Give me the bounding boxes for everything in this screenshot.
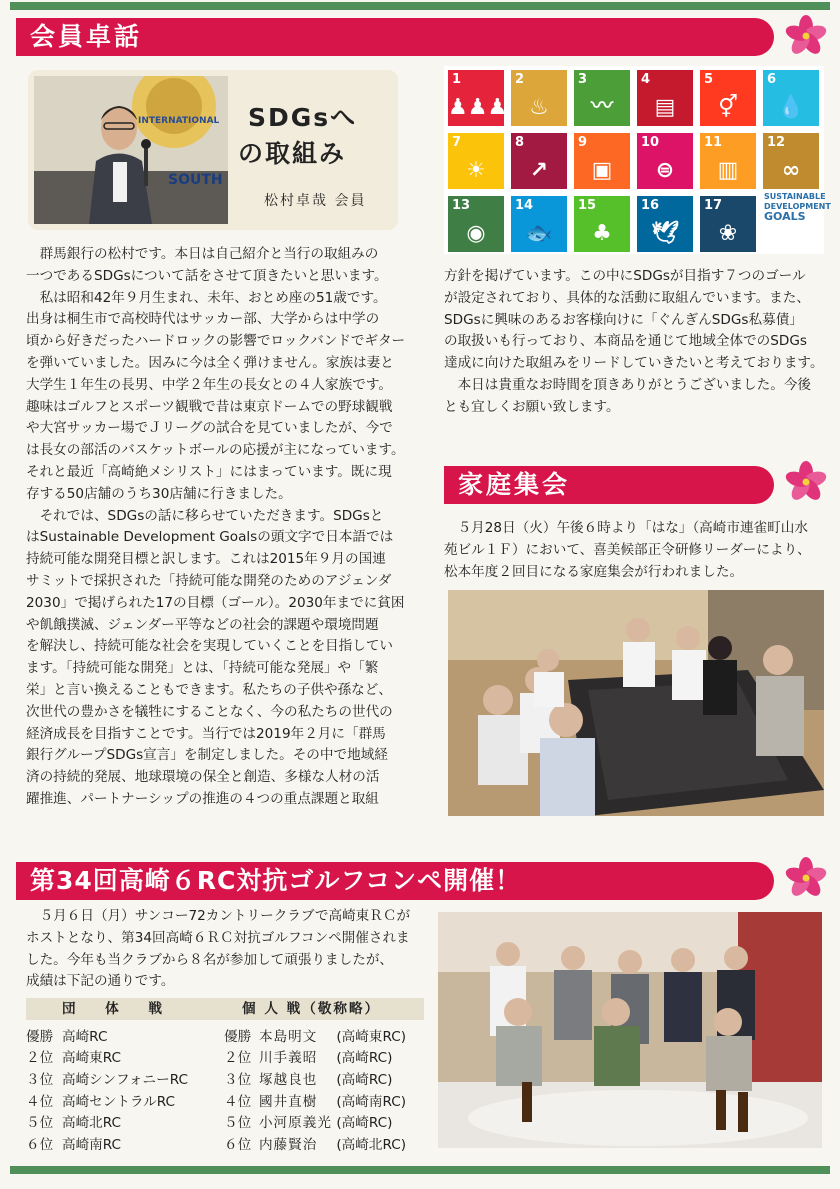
sdg-goal-icon: ∞: [781, 158, 801, 183]
paragraph-line: 私は昭和42年９月生まれ、未年、おとめ座の51歳です。: [26, 289, 387, 306]
sdg-logo-line1: SUSTAINABLE: [764, 192, 826, 201]
paragraph-line: はSustainable Development Goalsの頭文字で日本語では: [26, 529, 394, 546]
sdg-goal-icon: 🕊: [651, 221, 679, 246]
paragraph-line: 本日は貴重なお時間を頂きありがとうございました。今後: [444, 376, 812, 393]
sdg-goal-10: [637, 133, 693, 189]
table-row: [26, 1067, 222, 1089]
rank-cell: ２位: [224, 1050, 252, 1067]
table-row: [224, 1046, 424, 1068]
paragraph-line: した。今年も当クラブから８名が参加して頑張りましたが、: [26, 951, 394, 968]
paragraph-line: 群馬銀行の松村です。本日は自己紹介と当行の取組みの: [26, 246, 379, 262]
paragraph-line: ます。「持続可能な開発」とは、「持続可能な発展」や「繁: [26, 660, 379, 677]
sdg-goal-number: 10: [641, 135, 660, 150]
golf-body: [26, 906, 426, 993]
table-row: [224, 1132, 424, 1154]
talk-body-left: [26, 244, 418, 811]
rank-cell: ６位: [26, 1136, 54, 1153]
sdg-goal-icon: ❀: [718, 221, 738, 246]
sdg-goal-number: 2: [515, 72, 525, 87]
sdg-grid: [444, 66, 831, 254]
paragraph-line: 2030」で掲げられた17の目標（ゴール）。2030年までに貧困: [26, 594, 405, 611]
sdg-goal-icon: ◉: [466, 221, 486, 246]
paragraph-line: 成績は下記の通りです。: [26, 973, 175, 990]
paragraph-line: 躍推進、パートナーシップの推進の４つの重点課題と取組: [26, 790, 379, 807]
sdg-goal-11: [700, 133, 756, 189]
sdg-goal-number: 13: [452, 198, 471, 213]
name-cell: 塚越良也: [258, 1071, 318, 1088]
team-results: [26, 998, 226, 1154]
paragraph-line: 達成に向けた取組みをリードしていきたいと考えております。: [444, 355, 824, 372]
paragraph-line: 次世代の豊かさを犠牲にすることなく、今の私たちの世代の: [26, 703, 393, 720]
hibiscus-icon: [784, 856, 828, 900]
table-row: [26, 1110, 222, 1132]
name-cell: 川手義昭: [258, 1050, 318, 1067]
sdg-goal-number: 8: [515, 135, 525, 150]
sdg-goal-icon: ⊜: [655, 158, 675, 183]
hibiscus-icon: [784, 460, 828, 504]
sdg-goal-8: [511, 133, 567, 189]
speaker-photo: [34, 76, 228, 224]
paragraph-line: を解決し、持続可能な社会を実現していくことを目指してい: [26, 638, 394, 655]
paragraph-line: 出身は桐生市で高校時代はサッカー部、大学からは中学の: [26, 311, 380, 328]
paragraph-line: とも宜しくお願い致します。: [444, 398, 620, 415]
paragraph-line: は長女の部活のバスケットボールの応援が主になっています。: [26, 442, 405, 459]
individual-results-header: 個 人 戦（敬称略）: [224, 998, 424, 1020]
club-cell: 高崎北RC: [62, 1115, 122, 1132]
paragraph-line: 大学生１年生の長男、中学２年生の長女との４人家族です。: [26, 376, 392, 393]
club-cell: (高崎北RC): [336, 1136, 407, 1153]
sdg-goal-icon: ↗: [529, 158, 549, 183]
club-cell: (高崎東RC): [336, 1028, 407, 1045]
paragraph-line: SDGsに興味のあるお客様向けに「ぐんぎんSDGs私募債」: [444, 311, 803, 328]
paragraph-line: の取扱いも行っており、本商品を通じて地域全体でのSDGs: [444, 333, 807, 350]
club-cell: (高崎南RC): [336, 1093, 407, 1110]
sdg-goal-12: [763, 133, 819, 189]
club-cell: 高崎南RC: [62, 1136, 122, 1153]
sdg-goal-icon: ♨: [529, 95, 549, 120]
sdg-goal-number: 16: [641, 198, 660, 213]
paragraph-line: 存する50店舗のうち30店舗に行きました。: [26, 485, 292, 502]
section-header-family-meeting: [444, 466, 774, 504]
rank-cell: ３位: [224, 1071, 252, 1088]
family-meeting-photo: [448, 590, 824, 816]
table-row: [26, 1024, 222, 1046]
sdg-goal-number: 1: [452, 72, 462, 87]
sdg-goal-number: 5: [704, 72, 714, 87]
section-header-golf: [16, 862, 774, 900]
rank-cell: ５位: [224, 1115, 252, 1132]
section-header-member-talk: [16, 18, 774, 56]
paragraph-line: を弾いていました。因みに今は全く弾けません。家族は妻と: [26, 354, 394, 371]
hibiscus-icon: [784, 14, 828, 58]
sdg-goal-5: [700, 70, 756, 126]
table-row: [26, 1046, 222, 1068]
paragraph-line: や飢餓撲滅、ジェンダー平等などの社会的課題や環境問題: [26, 616, 379, 633]
club-cell: 高崎シンフォニーRC: [62, 1071, 188, 1088]
sdg-goal-icon: ☀: [466, 158, 486, 183]
sdg-goal-icon: ⚥: [718, 95, 738, 120]
sdg-goal-9: [574, 133, 630, 189]
table-row: [224, 1089, 424, 1111]
bottom-rule: [10, 1166, 830, 1174]
sdg-goal-number: 4: [641, 72, 651, 87]
sdg-goal-number: 3: [578, 72, 588, 87]
team-results-header: 団 体 戦: [26, 998, 226, 1020]
team-results-table: [26, 1024, 222, 1154]
rank-cell: ４位: [26, 1093, 54, 1110]
rank-cell: ５位: [26, 1115, 54, 1132]
paragraph-line: 持続可能な開発目標と訳します。これは2015年９月の国連: [26, 551, 386, 568]
paragraph-line: ５月28日（火）午後６時より「はな」（高崎市連雀町山水: [444, 520, 808, 536]
table-row: [224, 1110, 424, 1132]
sdg-goal-7: [448, 133, 504, 189]
paragraph-line: ホストとなり、第34回高崎６ＲＣ対抗ゴルフコンペ開催されま: [26, 929, 410, 946]
speaker-name: 松村卓哉 会員: [264, 193, 367, 209]
paragraph-line: 頃から好きだったハードロックの影響でロックバンドでギター: [26, 333, 406, 350]
table-row: [224, 1067, 424, 1089]
club-cell: 高崎東RC: [62, 1050, 122, 1067]
club-cell: (高崎RC): [336, 1071, 393, 1088]
rank-cell: ６位: [224, 1136, 252, 1153]
name-cell: 國井直樹: [258, 1093, 318, 1110]
section-title: 家庭集会: [458, 470, 571, 499]
name-cell: 内藤賢治: [258, 1136, 318, 1153]
family-meeting-body: [444, 518, 834, 583]
paragraph-line: 方針を掲げています。この中にSDGsが目指す７つのゴール: [444, 268, 806, 284]
sdg-goal-icon: ♟♟♟: [448, 95, 508, 120]
sdg-goal-icon: ▣: [591, 158, 613, 183]
paragraph-line: 一つであるSDGsについて話をさせて頂きたいと思います。: [26, 267, 388, 284]
rank-cell: ４位: [224, 1093, 252, 1110]
individual-results-table: [224, 1024, 424, 1154]
sdg-goal-2: [511, 70, 567, 126]
paragraph-line: 苑ビル１Ｆ）において、喜美候部正令研修リーダーにより、: [444, 541, 811, 558]
sdg-goal-15: [574, 196, 630, 252]
paragraph-line: それと最近「高崎絶メシリスト」にはまっています。既に現: [26, 463, 392, 480]
club-cell: (高崎RC): [336, 1050, 393, 1067]
sdg-goal-1: [448, 70, 508, 126]
talk-body-right: [444, 266, 834, 419]
top-rule: [10, 2, 830, 10]
paragraph-line: 済の持続的発展、地球環境の保全と創造、多様な人材の活: [26, 769, 380, 786]
paragraph-line: 栄」と言い換えることもできます。私たちの子供や孫など、: [26, 681, 392, 698]
individual-results: [224, 998, 424, 1154]
section-title: 会員卓話: [30, 22, 143, 51]
name-cell: 小河原義光: [258, 1115, 332, 1132]
section-title: 第34回高崎６RC対抗ゴルフコンペ開催！: [30, 866, 522, 895]
paragraph-line: が設定されており、具体的な活動に取組んでいます。また、: [444, 289, 810, 306]
table-row: [26, 1132, 222, 1154]
sdg-logo-line3: GOALS: [764, 210, 806, 223]
sdg-goal-3: [574, 70, 630, 126]
sdg-goal-13: [448, 196, 504, 252]
sdg-goal-16: [637, 196, 693, 252]
sdg-goal-number: 6: [767, 72, 777, 87]
sdg-goal-number: 15: [578, 198, 597, 213]
sdg-goal-icon: 💧: [777, 95, 805, 120]
photo-banner-text: INTERNATIONAL: [138, 116, 220, 126]
paragraph-line: 松本年度２回目になる家庭集会が行われました。: [444, 563, 744, 580]
sdg-goal-icon: ▤: [654, 95, 676, 120]
sdg-logo-line2: DEVELOPMENT: [764, 202, 831, 211]
talk-title-line2: の取組み: [238, 139, 347, 168]
paragraph-line: 経済成長を目指すことです。当行では2019年２月に「群馬: [26, 725, 386, 742]
rank-cell: ２位: [26, 1050, 54, 1067]
sdg-goal-6: [763, 70, 819, 126]
sdg-goal-14: [511, 196, 567, 252]
table-row: [224, 1024, 424, 1046]
sdg-goal-number: 9: [578, 135, 588, 150]
sdg-goal-number: 14: [515, 198, 534, 213]
paragraph-line: 銀行グループSDGs宣言」を制定しました。その中で地域経: [26, 747, 388, 764]
paragraph-line: サミットで採択された「持続可能な開発のためのアジェンダ: [26, 572, 392, 589]
name-cell: 本島明文: [258, 1028, 318, 1045]
sdg-goal-17: [700, 196, 756, 252]
rank-cell: ３位: [26, 1071, 54, 1088]
paragraph-line: ５月６日（月）サンコー72カントリークラブで高崎東ＲＣが: [26, 908, 411, 924]
sdg-goal-icon: ♣: [592, 221, 612, 246]
golf-group-photo: [438, 912, 822, 1148]
sdg-goal-number: 12: [767, 135, 786, 150]
sdg-logo: [764, 192, 831, 223]
photo-banner-text-2: SOUTH: [168, 172, 223, 188]
paragraph-line: 趣味はゴルフとスポーツ観戦で昔は東京ドームでの野球観戦: [26, 398, 393, 415]
rank-cell: 優勝: [26, 1028, 54, 1045]
sdg-goal-icon: 〰: [590, 94, 613, 119]
sdg-goal-number: 17: [704, 198, 723, 213]
paragraph-line: や大宮サッカー場でＪリーグの試合を見ていましたが、今で: [26, 420, 393, 437]
club-cell: 高崎セントラルRC: [62, 1093, 176, 1110]
club-cell: (高崎RC): [336, 1115, 393, 1132]
sdg-goal-icon: 🐟: [525, 221, 553, 246]
talk-title-line1: SDGsへ: [248, 103, 358, 132]
sdg-goal-number: 7: [452, 135, 462, 150]
paragraph-line: それでは、SDGsの話に移らせていただきます。SDGsと: [26, 507, 384, 524]
table-row: [26, 1089, 222, 1111]
rank-cell: 優勝: [224, 1028, 252, 1045]
sdg-goal-icon: ▥: [717, 158, 739, 183]
sdg-goal-4: [637, 70, 693, 126]
sdg-goal-number: 11: [704, 135, 723, 150]
club-cell: 高崎RC: [62, 1028, 108, 1045]
